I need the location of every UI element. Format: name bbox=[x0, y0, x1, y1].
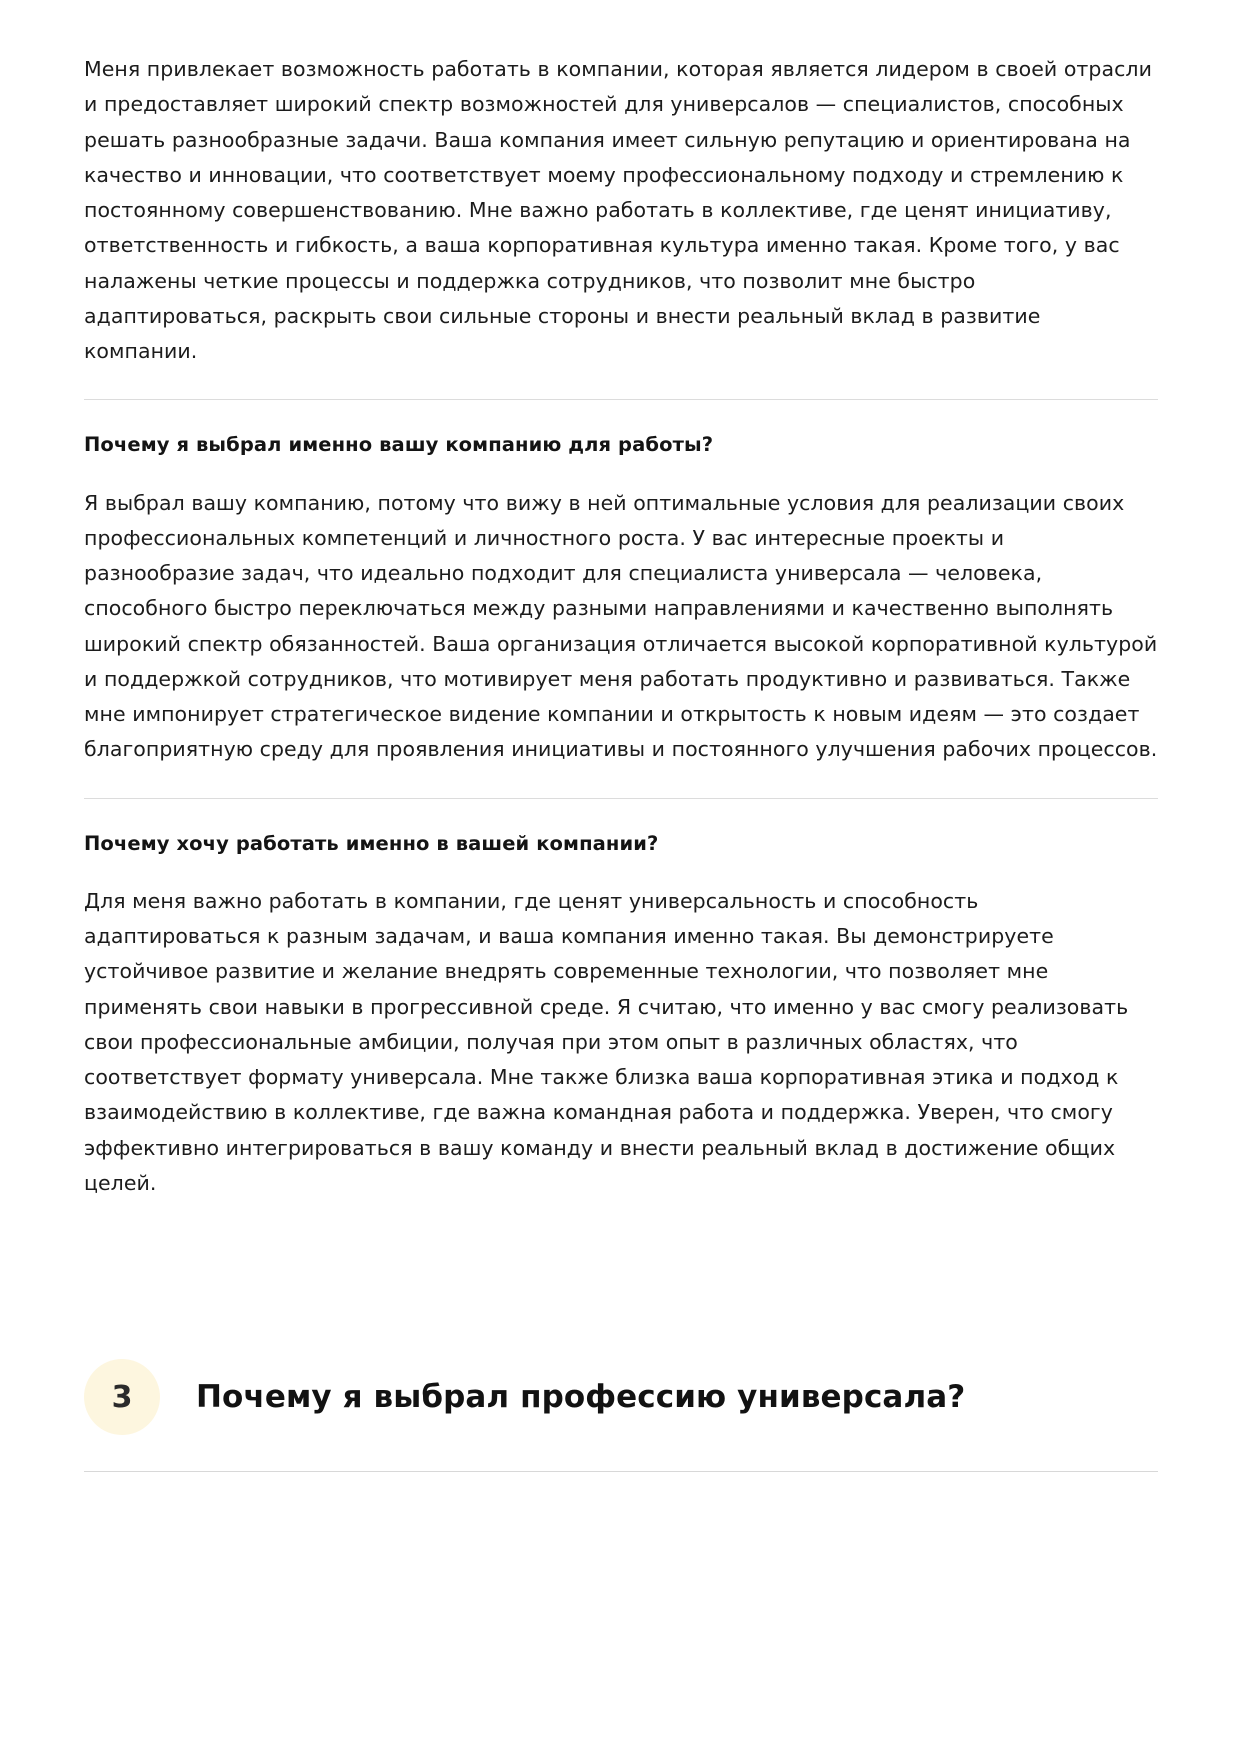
divider bbox=[84, 798, 1158, 799]
answer-paragraph: Для меня важно работать в компании, где ценят универсальность и способность адаптироваться к разным задачам, и ваша компания именно такая. Вы демонстрируете устойчивое развитие и желание внедрять современные технологии, что позволяет мне применять свои навыки в прогрессивной среде. Я считаю, что именно у вас смогу реализовать свои профессиональные амбиции, получая при этом опыт в различных областях, что соответствует формату универсала. Мне также близка ваша корпоративная этика и подход к взаимодействию в коллективе, где важна командная работа и поддержка. Уверен, что смогу эффективно интегрироваться в вашу команду и внести реальный вклад в достижение общих целей. bbox=[84, 888, 1129, 1195]
divider bbox=[84, 399, 1158, 400]
intro-block bbox=[84, 52, 1158, 369]
section-divider bbox=[84, 1471, 1158, 1472]
question-heading: Почему я выбрал именно вашу компанию для работы? bbox=[84, 433, 714, 457]
next-section-header bbox=[84, 1359, 1158, 1435]
intro-paragraph: Меня привлекает возможность работать в компании, которая является лидером в своей отрасли и предоставляет широкий спектр возможностей для универсалов — специалистов, способных решать разнообразные задачи. Ваша компания имеет сильную репутацию и ориентирована на качество и инновации, что соответствует моему профессиональному подходу и стремлению к постоянному совершенствованию. Мне важно работать в коллективе, где ценят инициативу, ответственность и гибкость, а ваша корпоративная культура именно такая. Кроме того, у вас налажены четкие процессы и поддержка сотрудников, что позволит мне быстро адаптироваться, раскрыть свои сильные стороны и внести реальный вклад в развитие компании. bbox=[84, 57, 1152, 363]
section-title: Почему я выбрал профессию универсала? bbox=[196, 1378, 966, 1415]
document-content bbox=[84, 52, 1158, 1472]
qa-block-2 bbox=[84, 829, 1158, 1202]
question-heading: Почему хочу работать именно в вашей компании? bbox=[84, 831, 659, 855]
answer-paragraph: Я выбрал вашу компанию, потому что вижу в ней оптимальные условия для реализации своих профессиональных компетенций и личностного роста. У вас интересные проекты и разнообразие задач, что идеально подходит для специалиста универсала — человека, способного быстро переключаться между разными направлениями и качественно выполнять широкий спектр обязанностей. Ваша организация отличается высокой корпоративной культурой и поддержкой сотрудников, что мотивирует меня работать продуктивно и развиваться. Также мне импонирует стратегическое видение компании и открытость к новым идеям — это создает благоприятную среду для проявления инициативы и постоянного улучшения рабочих процессов. bbox=[84, 490, 1158, 762]
section-number-badge: 3 bbox=[84, 1359, 160, 1435]
section-spacer bbox=[84, 1201, 1158, 1351]
qa-block-1 bbox=[84, 430, 1158, 767]
